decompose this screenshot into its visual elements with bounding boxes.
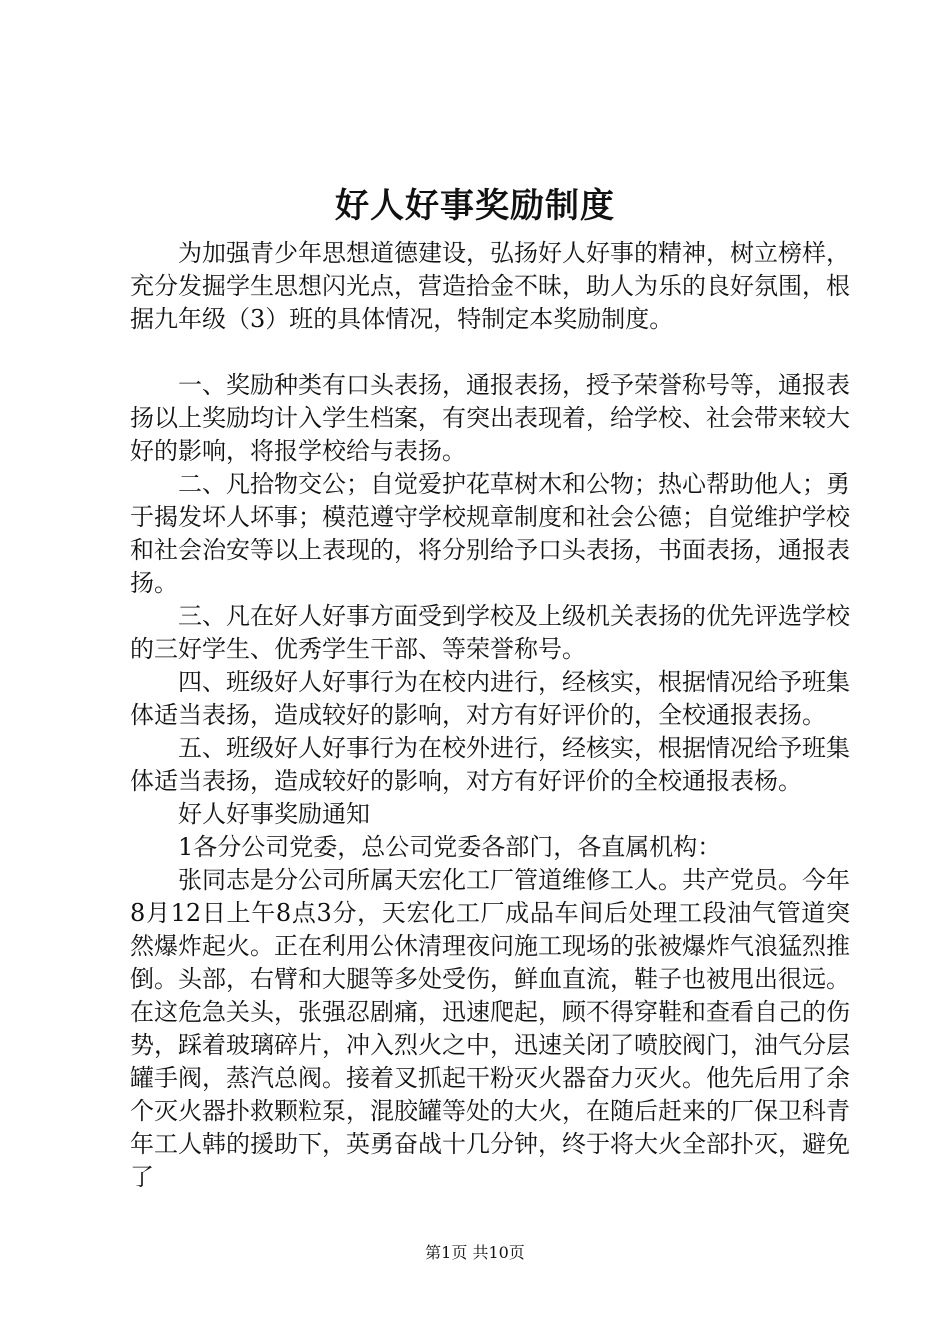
intro-paragraph: 为加强青少年思想道德建设，弘扬好人好事的精神，树立榜样，充分发掘学生思想闪光点，营造拾金不昧，助人为乐的良好氛围，根据九年级（3）班的具体情况，特制定本奖励制度。 — [130, 239, 850, 333]
page-number-footer: 第1页 共10页 — [425, 1243, 525, 1262]
document-title: 好人好事奖励制度 — [335, 186, 615, 226]
rule-5-paragraph: 五、班级好人好事行为在校外进行，经核实，根据情况给予班集体适当表扬，造成较好的影响，对方有好评价的全校通报表杨。 — [130, 734, 850, 795]
notice-recipients: 1各分公司党委，总公司党委各部门，各直属机构： — [178, 833, 722, 861]
rule-2-paragraph: 二、凡拾物交公；自觉爱护花草树木和公物；热心帮助他人；勇于揭发坏人坏事；模范遵守学校规章制度和社会公德；自觉维护学校和社会治安等以上表现的，将分别给予口头表扬，书面表扬，通报表扬。 — [130, 470, 850, 597]
notice-story-paragraph: 张同志是分公司所属天宏化工厂管道维修工人。共产党员。今年8月12日上午8点3分，天宏化工厂成品车间后处理工段油气管道突然爆炸起火。正在利用公休清理夜问施工现场的张被爆炸气浪猛烈推倒。头部，右臂和大腿等多处受伤，鲜血直流，鞋子也被甩出很远。在这危急关头，张强忍剧痛，迅速爬起，顾不得穿鞋和查看自己的伤势，踩着玻璃碎片，冲入烈火之中，迅速关闭了喷胶阀门，油气分层罐手阀，蒸汽总阀。接着叉抓起干粉灭火器奋力灭火。他先后用了余个灭火器扑救颗粒泵，混胶罐等处的大火，在随后赶来的厂保卫科青年工人韩的援助下，英勇奋战十几分钟，终于将大火全部扑灭，避免了 — [130, 866, 850, 1191]
rule-4-paragraph: 四、班级好人好事行为在校内进行，经核实，根据情况给予班集体适当表扬，造成较好的影响，对方有好评价的，全校通报表扬。 — [130, 668, 850, 729]
rule-3-paragraph: 三、凡在好人好事方面受到学校及上级机关表扬的优先评选学校的三好学生、优秀学生干部、等荣誉称号。 — [130, 602, 850, 663]
document-body — [130, 237, 850, 1194]
notice-heading: 好人好事奖励通知 — [178, 800, 370, 828]
rule-1-paragraph: 一、奖励种类有口头表扬，通报表扬，授予荣誉称号等，通报表扬以上奖励均计入学生档案，有突出表现着，给学校、社会带来较大好的影响，将报学校给与表扬。 — [130, 371, 850, 465]
